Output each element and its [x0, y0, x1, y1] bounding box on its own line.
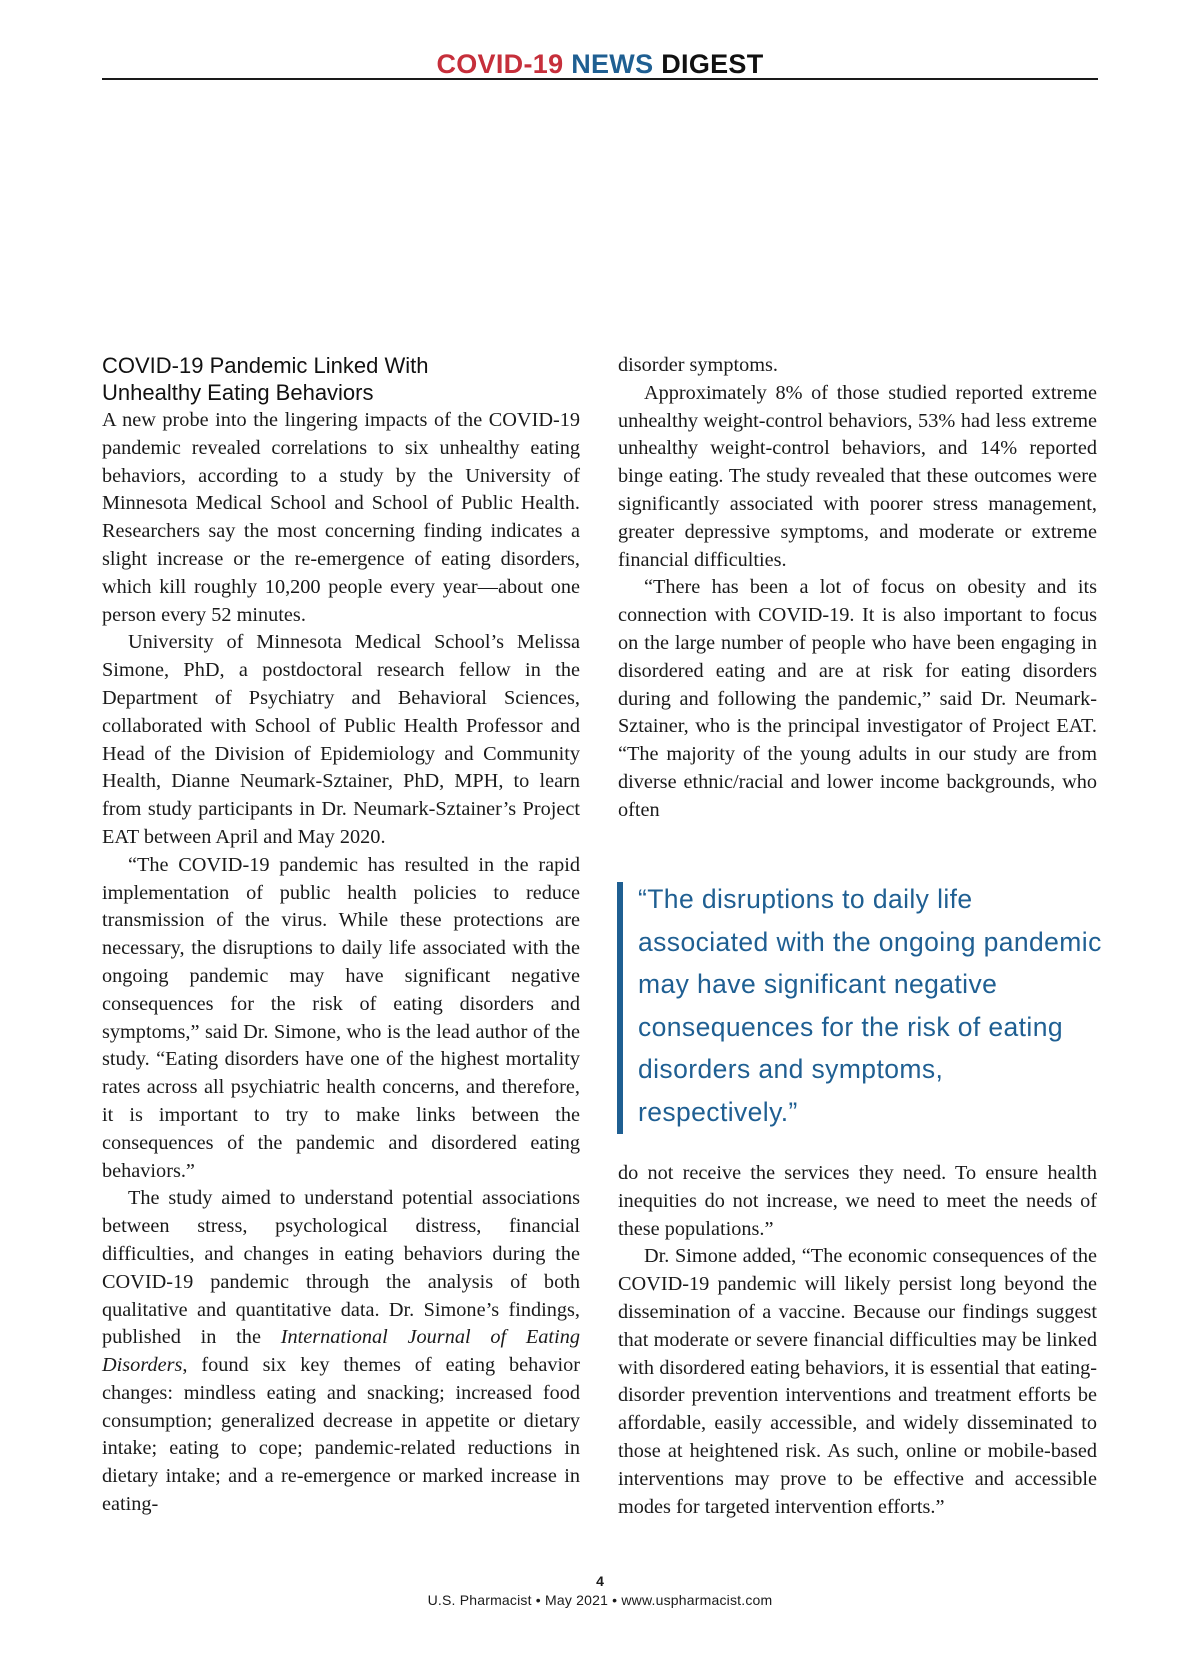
header-digest: DIGEST	[661, 49, 764, 79]
journal-title: International Journal of Eating Disorders	[102, 1326, 580, 1377]
headline-line-1: COVID-19 Pandemic Linked With	[102, 353, 429, 378]
paragraph-3: “The COVID-19 pandemic has resulted in the rapid implementation of public health policies to reduce transmission of the virus. While these protections are necessary, the disruptions to daily life associated with the ongoing pandemic may have significant negative consequences for the risk of eating disorders and symptoms,” said Dr. Simone, who is the lead author of the study. “Eating disorders have one of the highest mortality rates across all psychiatric health concerns, and therefore, it is important to try to make links between the consequences of the pandemic and disordered eating behaviors.”	[102, 853, 580, 1182]
right-column-top	[618, 352, 1097, 825]
paragraph-5: Approximately 8% of those studied reported extreme unhealthy weight-control behaviors, 53% had less extreme unhealthy weight-control behaviors, and 14% reported binge eating. The study revealed that these outcomes were significantly associated with poorer stress management, greater depressive symptoms, and moderate or extreme financial difficulties.	[618, 381, 1097, 571]
paragraph-2: University of Minnesota Medical School’s Melissa Simone, PhD, a postdoctoral research fellow in the Department of Psychiatry and Behavioral Sciences, collaborated with School of Public Health Professor and Head of the Division of Epidemiology and Community Health, Dianne Neumark-Sztainer, PhD, MPH, to learn from study participants in Dr. Neumark-Sztainer’s Project EAT between April and May 2020.	[102, 631, 580, 848]
headline-line-2: Unhealthy Eating Behaviors	[102, 380, 374, 405]
paragraph-4-a: The study aimed to understand potential associations between stress, psychological distress, financial difficulties, and changes in eating behaviors during the COVID-19 pandemic through the analysis of both qualitative and quantitative data. Dr. Simone’s findings, published in the	[102, 1187, 580, 1349]
left-column	[102, 352, 580, 1519]
header-title	[436, 49, 763, 79]
paragraph-continued: disorder symptoms.	[618, 354, 778, 376]
right-column-bottom	[618, 1160, 1097, 1521]
page-header	[102, 50, 1098, 80]
paragraph-6-continued: do not receive the services they need. To ensure health inequities do not increase, we need to meet the needs of these populations.”	[618, 1162, 1097, 1240]
paragraph-4	[102, 1185, 580, 1519]
paragraph-7: Dr. Simone added, “The economic consequences of the COVID-19 pandemic will likely persist long beyond the dissemination of a vaccine. Because our findings suggest that moderate or severe financial difficulties may be linked with disordered eating behaviors, it is essential that eating-disorder prevention interventions and treatment efforts be affordable, easily accessible, and widely disseminated to those at heightened risk. As such, online or mobile-based interventions may prove to be effective and accessible modes for targeted intervention efforts.”	[618, 1245, 1097, 1518]
header-covid: COVID-19	[436, 49, 564, 79]
paragraph-4-b: , found six key themes of eating behavior changes: mindless eating and snacking; increased food consumption; generalized decrease in appetite or dietary intake; eating to cope; pandemic-related reductions in dietary intake; and a re-emergence or marked increase in eating-	[102, 1354, 580, 1516]
publication-footer: U.S. Pharmacist • May 2021 • www.uspharmacist.com	[427, 1592, 773, 1608]
paragraph-1: A new probe into the lingering impacts of the COVID-19 pandemic revealed correlations to six unhealthy eating behaviors, according to a study by the University of Minnesota Medical School and School of Public Health. Researchers say the most concerning finding indicates a slight increase or the re-emergence of eating disorders, which kill roughly 10,200 people every year—about one person every 52 minutes.	[102, 409, 580, 626]
header-news: NEWS	[571, 49, 654, 79]
paragraph-6: “There has been a lot of focus on obesity and its connection with COVID-19. It is also important to focus on the large number of people who have been engaging in disordered eating and are at risk for eating disorders during and following the pandemic,” said Dr. Neumark-Sztainer, who is the principal investigator of Project EAT. “The majority of the young adults in our study are from diverse ethnic/racial and lower income backgrounds, who often	[618, 576, 1097, 821]
article-headline	[102, 352, 580, 406]
page-number: 4	[596, 1573, 604, 1589]
pull-quote	[617, 882, 1108, 1134]
pull-quote-text: “The disruptions to daily life associated with the ongoing pandemic may have significant negative consequences for the risk of eating disorders and symptoms, respectively.”	[638, 884, 1102, 1127]
